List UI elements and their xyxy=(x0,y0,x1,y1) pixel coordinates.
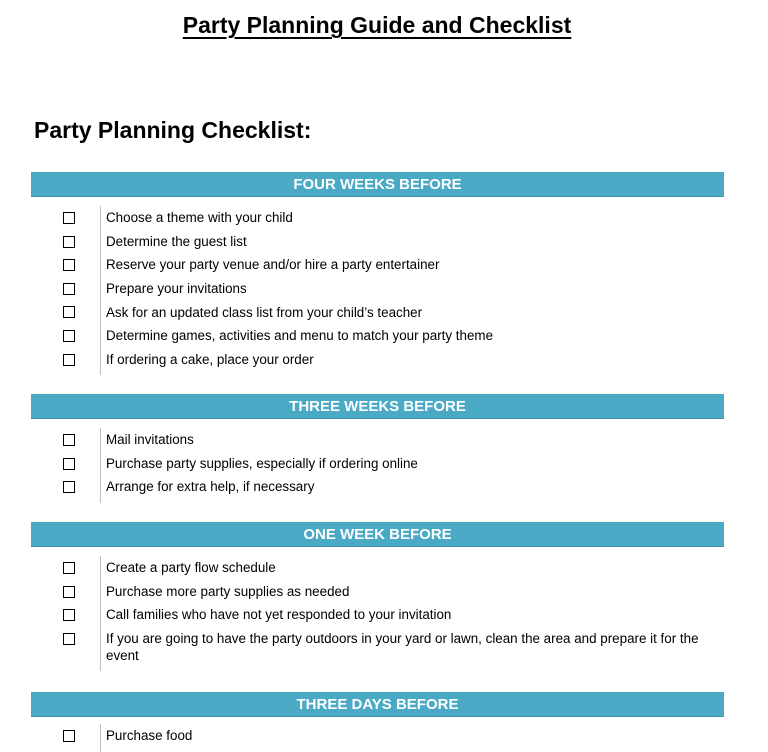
checklist-three-days xyxy=(31,724,724,748)
item-text: Purchase party supplies, especially if ordering online xyxy=(106,455,418,471)
checkbox[interactable] xyxy=(63,330,75,342)
checklist-heading: Party Planning Checklist: xyxy=(34,117,312,143)
item-text: Choose a theme with your child xyxy=(106,210,293,226)
checklist-item xyxy=(31,452,724,476)
checkbox[interactable] xyxy=(63,434,75,446)
checkbox[interactable] xyxy=(63,562,75,574)
checklist-item xyxy=(31,277,724,301)
checkbox[interactable] xyxy=(63,354,75,366)
checkbox[interactable] xyxy=(63,586,75,598)
item-text: If ordering a cake, place your order xyxy=(106,351,314,367)
checkbox[interactable] xyxy=(63,730,75,742)
checkbox[interactable] xyxy=(63,212,75,224)
checklist-item xyxy=(31,348,724,372)
checklist-item xyxy=(31,206,724,230)
item-text: Purchase more party supplies as needed xyxy=(106,583,350,599)
item-text: Create a party flow schedule xyxy=(106,560,276,576)
item-text: Mail invitations xyxy=(106,432,194,448)
checklist-item xyxy=(31,580,724,604)
checkbox[interactable] xyxy=(63,458,75,470)
item-text: Reserve your party venue and/or hire a party entertainer xyxy=(106,257,440,273)
item-text: Determine games, activities and menu to match your party theme xyxy=(106,328,494,344)
item-text: If you are going to have the party outdoors in your yard or lawn, clean the area and prepare it for the event xyxy=(106,631,699,664)
document-title: Party Planning Guide and Checklist xyxy=(182,12,572,38)
item-text: Determine the guest list xyxy=(106,233,247,249)
item-text: Prepare your invitations xyxy=(106,281,247,297)
checkbox[interactable] xyxy=(63,306,75,318)
section-header-three-days: THREE DAYS BEFORE xyxy=(31,692,724,717)
checkbox[interactable] xyxy=(63,481,75,493)
section-header-four-weeks: FOUR WEEKS BEFORE xyxy=(31,172,724,197)
checkbox[interactable] xyxy=(63,236,75,248)
item-text: Call families who have not yet responded to your invitation xyxy=(106,607,452,623)
checklist-item xyxy=(31,300,724,324)
checkbox[interactable] xyxy=(63,259,75,271)
checkbox[interactable] xyxy=(63,609,75,621)
checklist-item xyxy=(31,230,724,254)
section-header-three-weeks: THREE WEEKS BEFORE xyxy=(31,394,724,419)
item-text: Ask for an updated class list from your child’s teacher xyxy=(106,304,423,320)
item-text: Purchase food xyxy=(106,728,193,744)
checklist-item xyxy=(31,724,724,748)
checklist-item xyxy=(31,475,724,499)
checkbox[interactable] xyxy=(63,283,75,295)
checklist-item xyxy=(31,556,724,580)
item-text: Arrange for extra help, if necessary xyxy=(106,479,315,495)
checklist-four-weeks xyxy=(31,206,724,371)
checklist-one-week xyxy=(31,556,724,667)
checklist-item xyxy=(31,603,724,627)
checkbox[interactable] xyxy=(63,633,75,645)
checklist-item xyxy=(31,627,724,668)
checklist-three-weeks xyxy=(31,428,724,499)
checklist-item xyxy=(31,428,724,452)
checklist-item xyxy=(31,253,724,277)
section-header-one-week: ONE WEEK BEFORE xyxy=(31,522,724,547)
checklist-item xyxy=(31,324,724,348)
